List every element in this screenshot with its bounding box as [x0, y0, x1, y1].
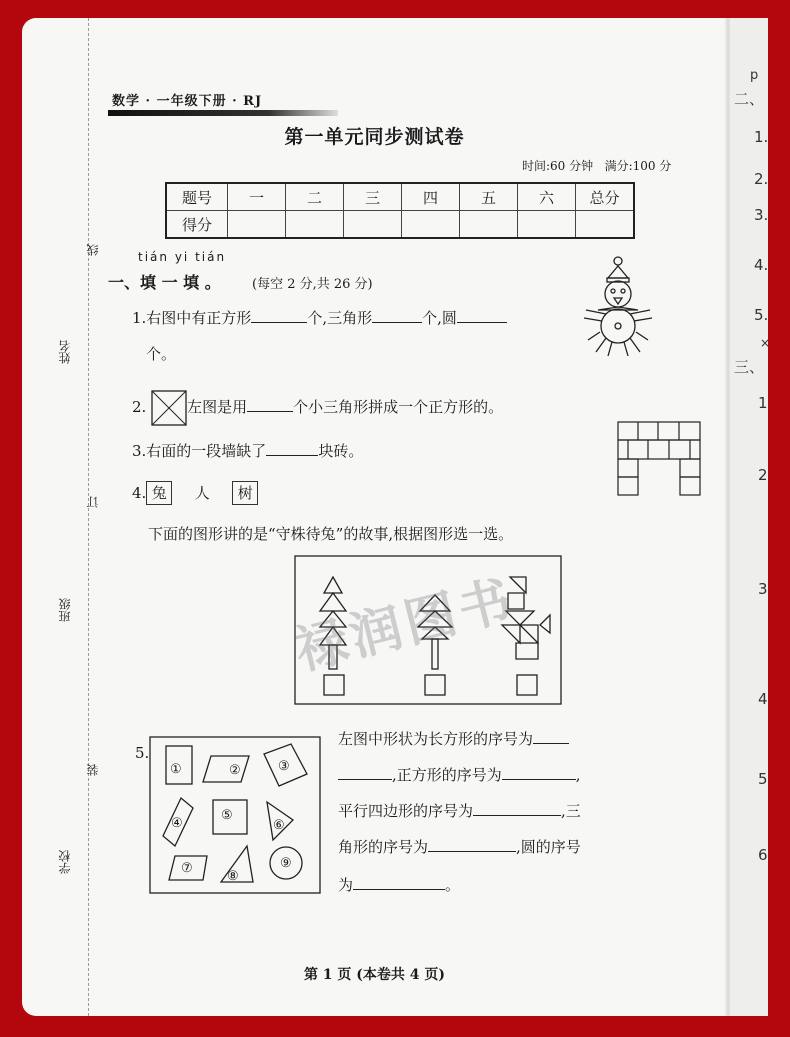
- score-table-row: [166, 211, 634, 239]
- q5-line-4: [338, 836, 581, 857]
- shape-label-6: ⑥: [273, 818, 285, 833]
- q5-line-2: ,正方形的序号为 ,: [338, 764, 581, 785]
- table-row-label: 得分: [166, 211, 228, 239]
- q1-blank-triangles[interactable]: [372, 308, 422, 323]
- q5-line-5: [338, 874, 460, 895]
- time-limit: 时间:60 分钟: [522, 159, 594, 173]
- score-cell[interactable]: [460, 211, 518, 239]
- q1-text-a: 1.右图中有正方形: [132, 309, 252, 327]
- side-label-bind: 订: [86, 496, 100, 508]
- question-4: [132, 481, 276, 505]
- q4-number: 4.: [132, 484, 147, 502]
- exam-meta: [522, 157, 671, 174]
- binding-dashed-line: [88, 18, 89, 1016]
- brick-wall-figure: [617, 421, 701, 497]
- score-cell[interactable]: [344, 211, 402, 239]
- q5-line-1: [338, 728, 569, 749]
- shape-label-3: ③: [278, 759, 290, 774]
- next-page-item: 1.: [754, 128, 769, 146]
- q5-text: 左图中形状为长方形的序号为: [338, 730, 534, 748]
- watermark: 禄润图书: [289, 569, 522, 683]
- q5-blank-circle[interactable]: [353, 875, 445, 890]
- table-cell: 四: [402, 183, 460, 211]
- q5-blank-parallelogram[interactable]: [473, 801, 561, 816]
- q5-text: 为: [338, 876, 354, 894]
- exam-sheet: [22, 18, 771, 1016]
- question-1: [132, 307, 507, 328]
- q1-blank-squares[interactable]: [251, 308, 307, 323]
- page-footer: 第 1 页 (本卷共 4 页): [303, 967, 446, 983]
- header-bar: [108, 110, 338, 116]
- square-diagonals-icon: [151, 390, 187, 426]
- next-page-item: 3.: [754, 206, 769, 224]
- q2-blank[interactable]: [247, 397, 293, 412]
- full-score: 满分:100 分: [604, 159, 672, 173]
- q5-text: 角形的序号为: [338, 838, 429, 856]
- next-page-item: 1: [758, 394, 768, 412]
- section-pinyin: tián yi tián: [138, 250, 227, 264]
- side-label-class: 班级: [58, 598, 72, 622]
- page-title: 第一单元同步测试卷: [284, 126, 465, 148]
- q5-line-3: [338, 800, 581, 821]
- q5-text: 平行四边形的序号为: [338, 802, 474, 820]
- q5-text: ,圆的序号: [516, 838, 581, 856]
- next-page-item: 5.: [754, 306, 769, 324]
- score-cell[interactable]: [576, 211, 635, 239]
- next-page-item: 4.: [754, 256, 769, 274]
- q1-text-b: 个,三角形: [307, 309, 373, 327]
- q5-text: 。: [445, 876, 461, 894]
- next-page-item: 4: [758, 690, 768, 708]
- table-cell: 一: [228, 183, 286, 211]
- next-page-item: ×: [760, 336, 771, 350]
- q5-blank-rectangle-cont[interactable]: [338, 765, 392, 780]
- next-page-item: 2: [758, 466, 768, 484]
- table-cell: 六: [518, 183, 576, 211]
- score-cell[interactable]: [518, 211, 576, 239]
- next-page-item: 二、: [734, 90, 765, 108]
- option-person[interactable]: 人: [194, 484, 210, 502]
- exam-page: [22, 18, 727, 1016]
- q4-instruction: 下面的图形讲的是“守株待兔”的故事,根据图形选一选。: [148, 525, 514, 543]
- shape-label-4: ④: [171, 816, 183, 831]
- score-cell[interactable]: [228, 211, 286, 239]
- side-label-pack: 装: [86, 764, 100, 776]
- next-page-item: 三、: [734, 358, 765, 376]
- score-table: [165, 182, 635, 239]
- shape-label-7: ⑦: [181, 861, 193, 876]
- table-cell: 总分: [576, 183, 635, 211]
- q5-blank-rectangle[interactable]: [533, 729, 569, 744]
- option-tree[interactable]: 树: [232, 481, 258, 505]
- next-page-item: p: [750, 68, 759, 83]
- option-rabbit[interactable]: 兔: [146, 481, 172, 505]
- q1-blank-circles[interactable]: [457, 308, 507, 323]
- next-page-item: 6: [758, 846, 768, 864]
- question-2: [132, 390, 503, 426]
- table-cell: 五: [460, 183, 518, 211]
- q5-blank-square[interactable]: [502, 765, 576, 780]
- q3-text-a: 3.右面的一段墙缺了: [132, 442, 267, 460]
- q5-text: ,三: [561, 802, 581, 820]
- q2-text-a: 左图是用: [187, 398, 248, 416]
- q1-text-c: 个,圆: [422, 309, 457, 327]
- table-cell: 二: [286, 183, 344, 211]
- q2-number: 2.: [132, 398, 147, 416]
- table-cell: 三: [344, 183, 402, 211]
- side-label-school: 学校: [58, 850, 72, 874]
- robot-figure: [582, 254, 670, 362]
- next-page-item: 5: [758, 770, 768, 788]
- subject-line: 数学 · 一年级下册 · RJ: [112, 94, 263, 109]
- shape-label-1: ①: [170, 762, 182, 777]
- side-label-line: 线: [86, 244, 100, 256]
- section-note: (每空 2 分,共 26 分): [252, 277, 373, 292]
- shape-2-parallelogram: [203, 756, 249, 782]
- score-cell[interactable]: [402, 211, 460, 239]
- question-3: [132, 440, 363, 461]
- section-title: 一、填 一 填 。: [108, 273, 221, 292]
- side-label-name: 姓名: [58, 340, 72, 364]
- q3-text-b: 块砖。: [318, 442, 364, 460]
- q5-text: ,正方形的序号为: [392, 766, 502, 784]
- score-table-row: [166, 183, 634, 211]
- shape-label-2: ②: [229, 763, 241, 778]
- q5-blank-triangle[interactable]: [428, 837, 516, 852]
- next-page-edge: [730, 18, 771, 1016]
- shape-label-9: ⑨: [280, 856, 292, 871]
- next-page-item: 3: [758, 580, 768, 598]
- q5-number: 5.: [135, 744, 150, 762]
- shape-label-5: ⑤: [221, 808, 233, 823]
- q2-text-b: 个小三角形拼成一个正方形的。: [293, 398, 504, 416]
- shape-label-8: ⑧: [227, 869, 239, 884]
- q3-blank[interactable]: [266, 441, 318, 456]
- table-row-label: 题号: [166, 183, 228, 211]
- q1-continued: 个。: [146, 345, 177, 363]
- score-cell[interactable]: [286, 211, 344, 239]
- next-page-item: 2.: [754, 170, 769, 188]
